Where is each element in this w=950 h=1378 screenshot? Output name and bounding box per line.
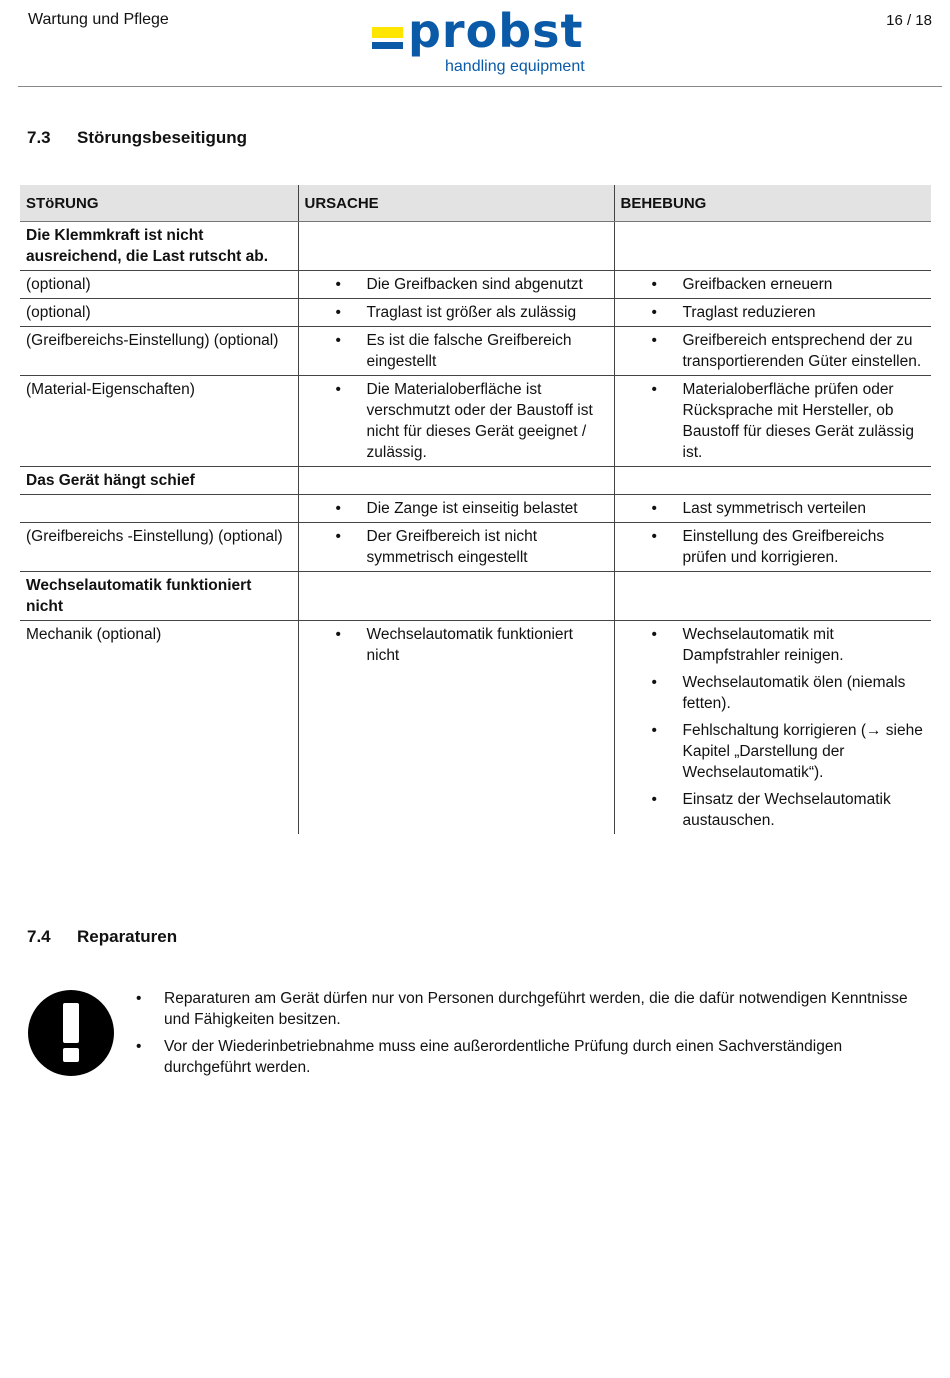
list-item: • Wechselautomatik mit Dampfstrahler reinigen. xyxy=(683,624,926,666)
cell-behebung xyxy=(614,222,931,271)
list-item: • Die Zange ist einseitig belastet xyxy=(367,498,608,519)
cell-ursache xyxy=(298,271,614,299)
section-title: Störungsbeseitigung xyxy=(77,128,247,147)
table-row xyxy=(20,572,931,621)
table-header-row xyxy=(20,185,931,222)
list-item: • Die Greifbacken sind abgenutzt xyxy=(367,274,608,295)
section-heading-7-4 xyxy=(27,927,177,947)
list-item: • Wechselautomatik funktioniert nicht xyxy=(367,624,608,666)
cell-ursache xyxy=(298,621,614,835)
cell-ursache xyxy=(298,327,614,376)
list-item: • Reparaturen am Gerät dürfen nur von Personen durchgeführt werden, die die dafür notwendigen Kenntnisse und Fähigkeiten besitzen. xyxy=(164,988,924,1030)
table-row xyxy=(20,523,931,572)
section-number: 7.4 xyxy=(27,927,51,946)
list-item: • Es ist die falsche Greifbereich eingestellt xyxy=(367,330,608,372)
logo-blue-bar xyxy=(372,42,403,49)
cell-stoerung: (Greifbereichs -Einstellung) (optional) xyxy=(20,523,298,572)
ursache-list xyxy=(305,274,608,295)
list-item: • Die Materialoberfläche ist verschmutzt oder der Baustoff ist nicht für dieses Gerät geeignet / zulässig. xyxy=(367,379,608,463)
cell-behebung xyxy=(614,523,931,572)
table-row xyxy=(20,327,931,376)
troubleshooting-table xyxy=(20,185,931,834)
header-section-title: Wartung und Pflege xyxy=(28,11,169,28)
logo-yellow-bar xyxy=(372,27,403,38)
ursache-list xyxy=(305,379,608,463)
table-row xyxy=(20,621,931,835)
behebung-list xyxy=(621,624,926,831)
list-item: • Fehlschaltung korrigieren (→ siehe Kapitel „Darstellung der Wechselautomatik“). xyxy=(683,720,926,783)
ursache-list xyxy=(305,498,608,519)
ursache-list xyxy=(305,526,608,568)
logo-subtitle: handling equipment xyxy=(445,58,585,75)
table-row xyxy=(20,299,931,327)
header-divider xyxy=(18,86,942,87)
cell-stoerung: (Greifbereichs-Einstellung) (optional) xyxy=(20,327,298,376)
cell-stoerung: Das Gerät hängt schief xyxy=(20,467,298,495)
list-item: • Traglast ist größer als zulässig xyxy=(367,302,608,323)
cell-stoerung: Mechanik (optional) xyxy=(26,626,162,643)
ursache-list xyxy=(305,330,608,372)
column-header-ursache: URSACHE xyxy=(298,185,614,222)
cell-behebung xyxy=(614,271,931,299)
list-item: • Der Greifbereich ist nicht symmetrisch eingestellt xyxy=(367,526,608,568)
column-header-behebung: BEHEBUNG xyxy=(614,185,931,222)
list-item: • Last symmetrisch verteilen xyxy=(683,498,926,519)
cell-ursache xyxy=(298,495,614,523)
cell-behebung xyxy=(614,495,931,523)
table-row xyxy=(20,495,931,523)
cell-behebung xyxy=(614,376,931,467)
table-row xyxy=(20,271,931,299)
behebung-list xyxy=(621,379,926,463)
cell-behebung xyxy=(614,572,931,621)
probst-logo xyxy=(372,4,612,84)
cell-stoerung xyxy=(20,495,298,523)
cell-stoerung: (optional) xyxy=(20,299,298,327)
cell-ursache xyxy=(298,376,614,467)
list-item: • Greifbereich entsprechend der zu transportierenden Güter einstellen. xyxy=(683,330,926,372)
table-row xyxy=(20,467,931,495)
column-header-stoerung: STöRUNG xyxy=(20,185,298,222)
list-item: • Traglast reduzieren xyxy=(683,302,926,323)
table-body xyxy=(20,222,931,835)
cell-behebung xyxy=(614,299,931,327)
exclamation-warning-icon xyxy=(28,990,114,1076)
list-item: • Greifbacken erneuern xyxy=(683,274,926,295)
cell-behebung xyxy=(614,327,931,376)
logo-wordmark: probst xyxy=(408,4,584,58)
ursache-list xyxy=(305,624,608,666)
page-number: 16 / 18 xyxy=(886,12,932,29)
list-item: • Vor der Wiederinbetriebnahme muss eine außerordentliche Prüfung durch einen Sachverständigen durchgeführt werden. xyxy=(164,1036,924,1078)
table-row xyxy=(20,222,931,271)
ursache-list xyxy=(305,302,608,323)
cell-ursache xyxy=(298,523,614,572)
behebung-list xyxy=(621,526,926,568)
section-title: Reparaturen xyxy=(77,927,178,946)
cell-stoerung: Wechselautomatik funktioniert nicht xyxy=(20,572,298,621)
cell-ursache xyxy=(298,572,614,621)
cell-ursache xyxy=(298,299,614,327)
list-item: • Einsatz der Wechselautomatik austauschen. xyxy=(683,789,926,831)
cell-behebung xyxy=(614,467,931,495)
list-item: • Wechselautomatik ölen (niemals fetten). xyxy=(683,672,926,714)
section-heading-7-3 xyxy=(27,128,247,148)
cell-ursache xyxy=(298,222,614,271)
section-number: 7.3 xyxy=(27,128,51,147)
table-row xyxy=(20,376,931,467)
behebung-list xyxy=(621,274,926,295)
cell-stoerung: Die Klemmkraft ist nicht ausreichend, die Last rutscht ab. xyxy=(20,222,298,271)
list-item: • Materialoberfläche prüfen oder Rücksprache mit Hersteller, ob Baustoff für dieses Gerät zulässig ist. xyxy=(683,379,926,463)
cell-ursache xyxy=(298,467,614,495)
behebung-list xyxy=(621,498,926,519)
behebung-list xyxy=(621,330,926,372)
repair-notes-list xyxy=(164,988,924,1084)
cell-stoerung: (Material-Eigenschaften) xyxy=(20,376,298,467)
cell-stoerung: (optional) xyxy=(20,271,298,299)
cell-behebung xyxy=(614,621,931,835)
list-item: • Einstellung des Greifbereichs prüfen und korrigieren. xyxy=(683,526,926,568)
behebung-list xyxy=(621,302,926,323)
